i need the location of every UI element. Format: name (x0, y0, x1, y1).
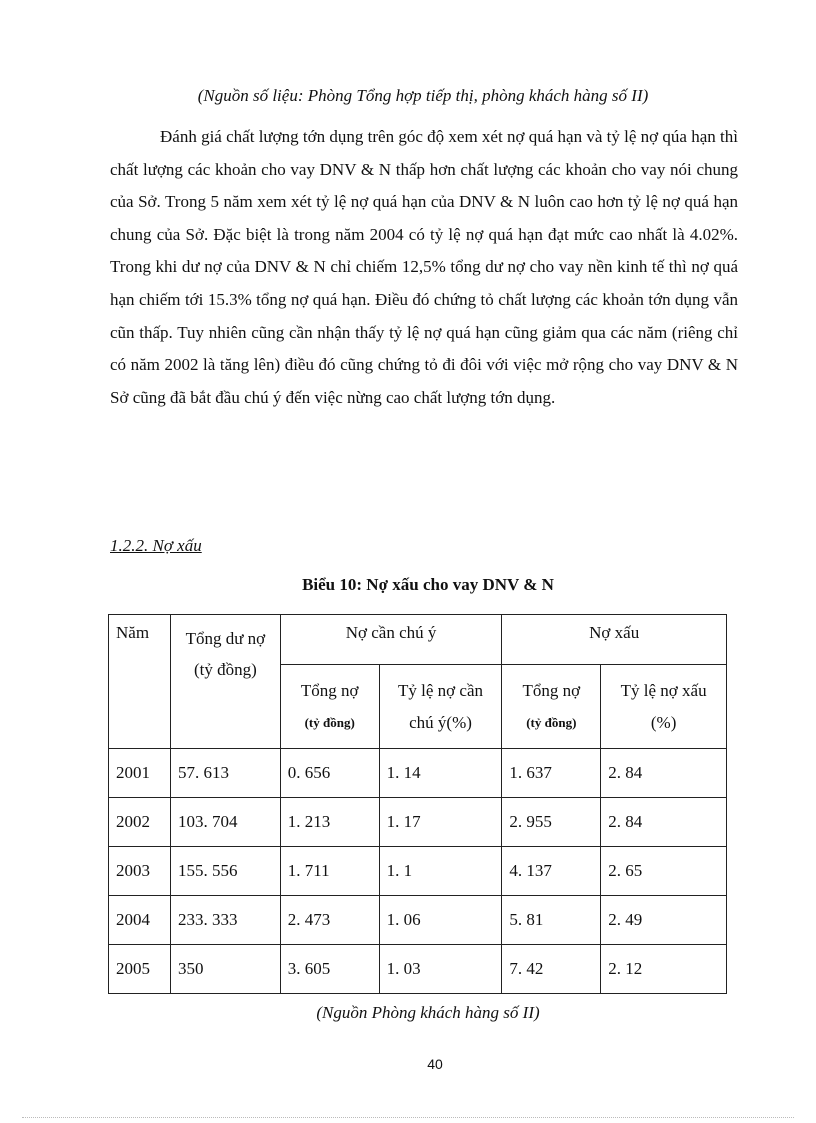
footer-divider (22, 1117, 794, 1118)
cell-bad-ratio: 2. 65 (601, 847, 727, 896)
cell-bad-total: 2. 955 (502, 798, 601, 847)
table-body (109, 749, 727, 994)
cell-att-ratio: 1. 17 (379, 798, 502, 847)
source-note-top: (Nguồn số liệu: Phòng Tổng hợp tiếp thị, phòng khách hàng số II) (197, 86, 649, 105)
cell-year: 2002 (109, 798, 171, 847)
cell-att-ratio: 1. 14 (379, 749, 502, 798)
cell-bad-ratio: 2. 49 (601, 896, 727, 945)
header-attention-debt: Nợ cần chú ý (280, 615, 502, 665)
cell-bad-total: 7. 42 (502, 945, 601, 994)
cell-att-total: 2. 473 (280, 896, 379, 945)
header-attention-ratio: Tỷ lệ nợ cần chú ý(%) (379, 665, 502, 749)
cell-year: 2004 (109, 896, 171, 945)
table-caption: Biểu 10: Nợ xấu cho vay DNV & N (302, 575, 554, 594)
cell-total: 155. 556 (170, 847, 280, 896)
header-bad-total: Tổng nợ (tỷ đồng) (502, 665, 601, 749)
header-bad-debt: Nợ xấu (502, 615, 727, 665)
cell-total: 57. 613 (170, 749, 280, 798)
header-year: Năm (109, 615, 171, 749)
cell-att-total: 1. 213 (280, 798, 379, 847)
table-row (109, 945, 727, 994)
body-paragraph (110, 121, 738, 414)
cell-total: 103. 704 (170, 798, 280, 847)
body-paragraph-text: Đánh giá chất lượng tớn dụng trên góc độ xem xét nợ quá hạn và tỷ lệ nợ qúa hạn thì chất lượng các khoản cho vay DNV & N thấp hơn chất lượng các khoản cho vay nói chung của Sở. Trong 5 năm xem xét tỷ lệ nợ quá hạn của DNV & N luôn cao hơn tỷ lệ nợ quá hạn chung của Sở. Đặc biệt là trong năm 2004 có tỷ lệ nợ quá hạn đạt mức cao nhất là 4.02%. Trong khi dư nợ của DNV & N chỉ chiếm 12,5% tổng dư nợ cho vay nền kinh tế thì nợ quá hạn chiếm tới 15.3% tổng nợ quá hạn. Điều đó chứng tỏ chất lượng các khoản tớn dụng vẫn cũn thấp. Tuy nhiên cũng cần nhận thấy tỷ lệ nợ quá hạn cũng giảm qua các năm (riêng chỉ có năm 2002 là tăng lên) điều đó cũng chứng tỏ đi đôi với việc mở rộng cho vay DNV & N Sở cũng đã bắt đầu chú ý đến việc nừng cao chất lượng tớn dụng. (110, 127, 738, 407)
cell-att-ratio: 1. 03 (379, 945, 502, 994)
cell-year: 2003 (109, 847, 171, 896)
cell-bad-total: 1. 637 (502, 749, 601, 798)
page-number: 40 (427, 1056, 443, 1072)
table-row (109, 896, 727, 945)
cell-bad-ratio: 2. 84 (601, 749, 727, 798)
cell-bad-total: 4. 137 (502, 847, 601, 896)
cell-bad-ratio: 2. 84 (601, 798, 727, 847)
source-note-bottom: (Nguồn Phòng khách hàng số II) (316, 1003, 540, 1022)
bad-debt-table (108, 614, 727, 994)
cell-year: 2001 (109, 749, 171, 798)
cell-year: 2005 (109, 945, 171, 994)
table-row (109, 749, 727, 798)
cell-total: 233. 333 (170, 896, 280, 945)
cell-att-ratio: 1. 06 (379, 896, 502, 945)
cell-bad-ratio: 2. 12 (601, 945, 727, 994)
header-bad-ratio: Tỷ lệ nợ xấu (%) (601, 665, 727, 749)
cell-total: 350 (170, 945, 280, 994)
table-row (109, 798, 727, 847)
header-attention-total: Tổng nợ (tỷ đồng) (280, 665, 379, 749)
cell-att-total: 1. 711 (280, 847, 379, 896)
table-header-row-1 (109, 615, 727, 665)
cell-bad-total: 5. 81 (502, 896, 601, 945)
table-row (109, 847, 727, 896)
cell-att-ratio: 1. 1 (379, 847, 502, 896)
header-total-debt: Tổng dư nợ (tỷ đồng) (170, 615, 280, 749)
section-heading: 1.2.2. Nợ xấu (110, 536, 202, 555)
cell-att-total: 0. 656 (280, 749, 379, 798)
cell-att-total: 3. 605 (280, 945, 379, 994)
